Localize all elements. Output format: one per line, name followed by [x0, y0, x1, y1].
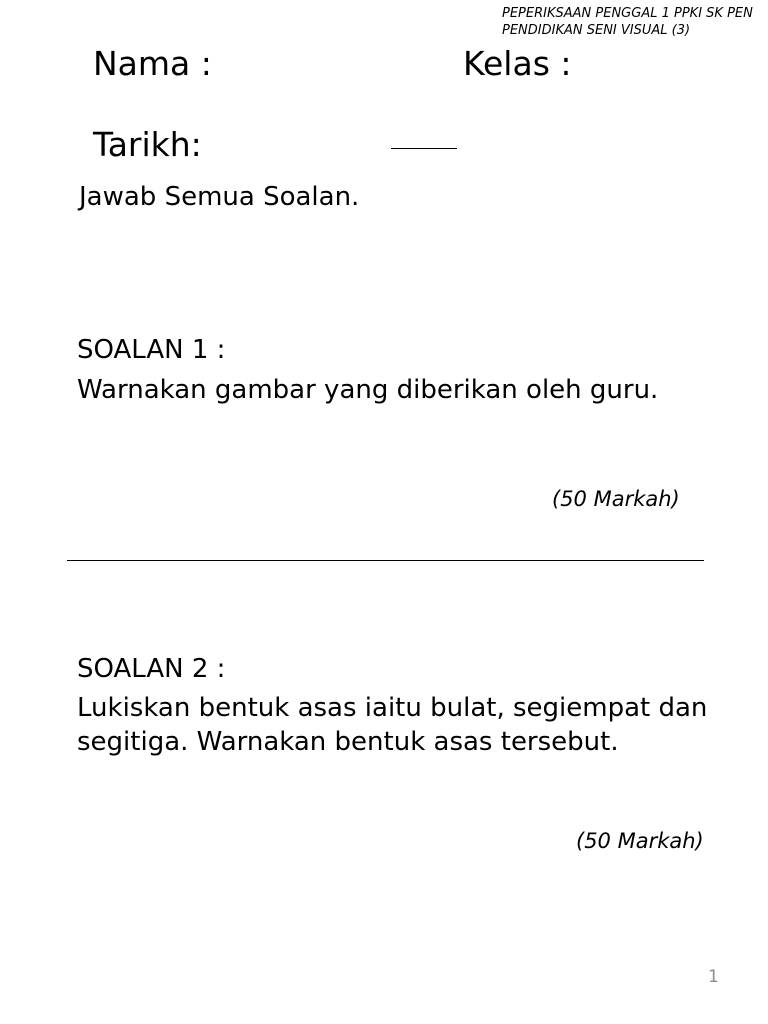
- question-2-text: Lukiskan bentuk asas iaitu bulat, segiempat dan segitiga. Warnakan bentuk asas tersebut.: [77, 693, 708, 757]
- question-1-title: SOALAN 1 :: [77, 335, 226, 365]
- exam-header-title: PEPERIKSAAN PENGGAL 1 PPKI SK PEN: [502, 6, 753, 21]
- question-1-text: Warnakan gambar yang diberikan oleh guru.: [77, 375, 659, 405]
- question-2-marks: (50 Markah): [576, 829, 704, 853]
- nama-label: Nama :: [93, 44, 212, 83]
- kelas-label: Kelas :: [463, 44, 572, 83]
- question-separator: [67, 560, 704, 561]
- exam-header-subject: PENDIDIKAN SENI VISUAL (3): [502, 23, 691, 38]
- question-2-title: SOALAN 2 :: [77, 654, 226, 684]
- question-1-marks: (50 Markah): [552, 487, 680, 511]
- tarikh-underline: [391, 148, 457, 149]
- exam-instruction: Jawab Semua Soalan.: [79, 182, 360, 212]
- page-number: 1: [708, 967, 719, 987]
- tarikh-label: Tarikh:: [93, 125, 202, 164]
